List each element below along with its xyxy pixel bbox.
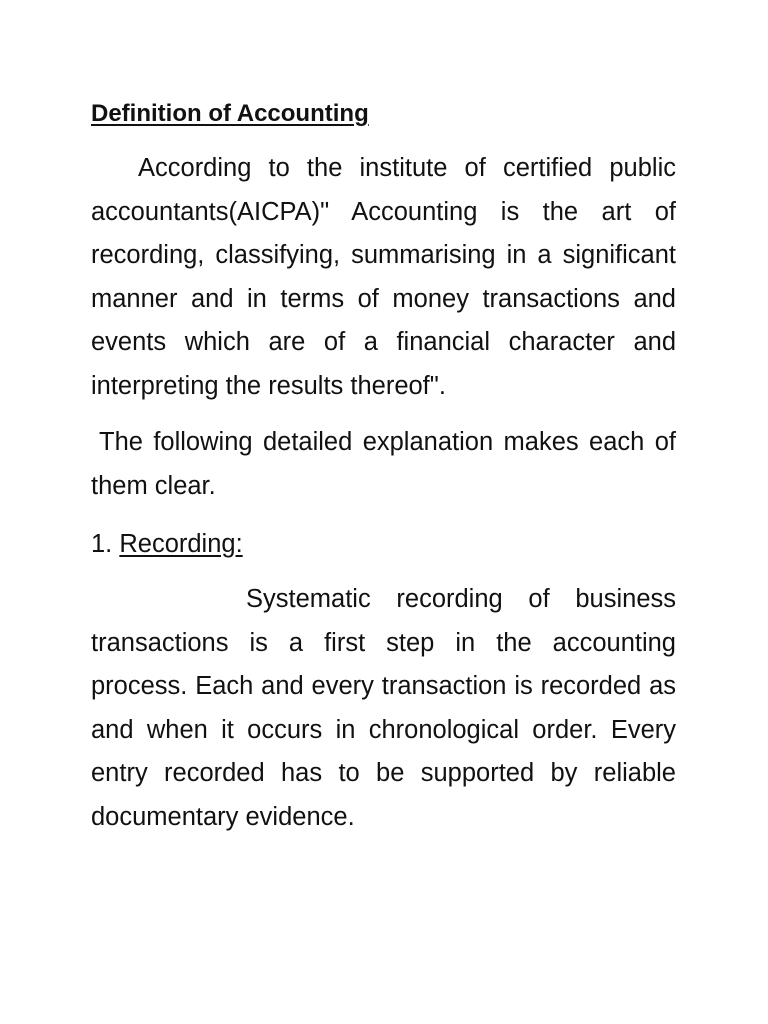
document-heading: Definition of Accounting (91, 100, 369, 127)
section-number: 1. (91, 530, 120, 558)
explanation-intro-paragraph: The following detailed explanation makes each of them clear. (91, 428, 676, 500)
recording-paragraph: Systematic recording of business transactions is a first step in the accounting process. Each and every transaction is recorded as and when it occurs in chronological order. Every entry recorded has to be supported by reliable documentary evidence. (91, 585, 676, 831)
section-title: Recording: (119, 530, 243, 558)
section-heading-recording (91, 524, 243, 564)
definition-paragraph: According to the institute of certified public accountants(AICPA)" Accounting is the art of recording, classifying, summarising in a significant manner and in terms of money transactions and events which are of a financial character and interpreting the results thereof". (91, 154, 676, 400)
